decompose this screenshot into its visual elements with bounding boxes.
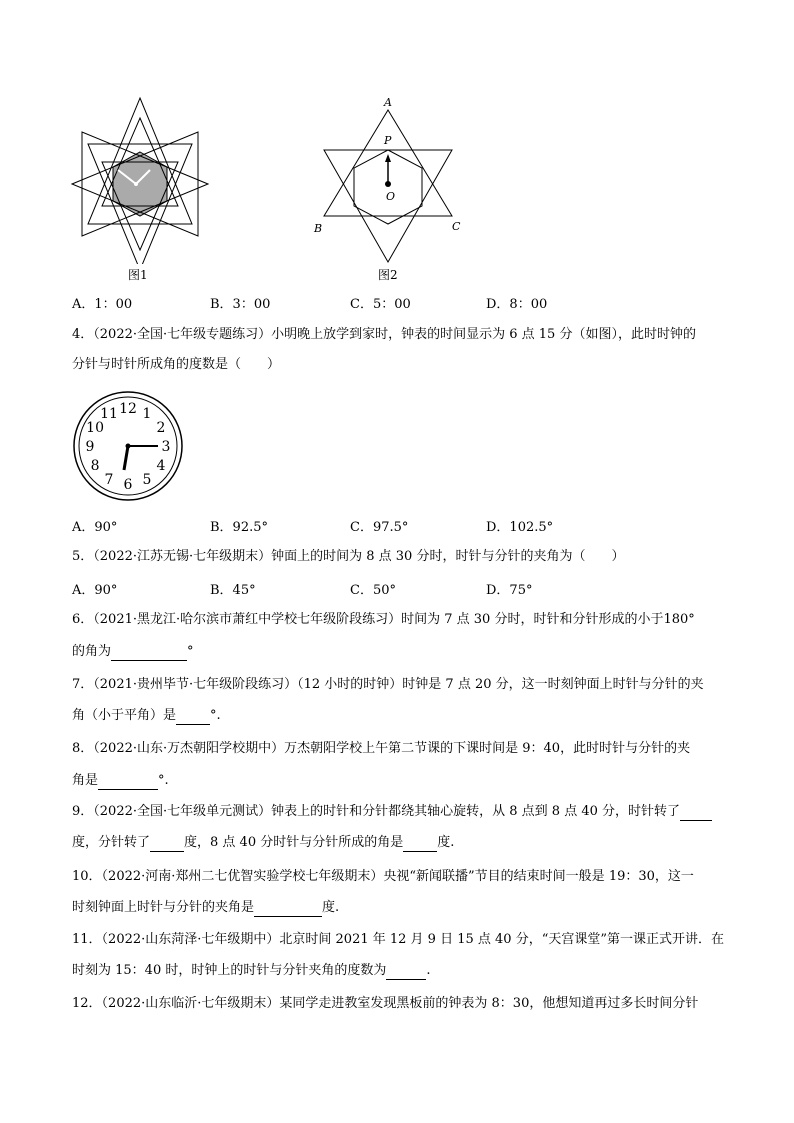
q10-line2: 时刻钟面上时针与分针的夹角是 度. (72, 900, 340, 915)
q9-line2: 度，分针转了 度，8 点 40 分时针与分针所成的角是 度. (72, 835, 455, 850)
q3-option-a: A．1：00 (72, 297, 133, 312)
clock-number: 5 (142, 471, 152, 488)
clock-number: 12 (119, 401, 137, 417)
clock-number: 9 (85, 439, 95, 455)
figure-2-star-hexagon (310, 96, 470, 266)
q6-line2: 的角为 ° (72, 644, 194, 659)
q9-blank-3[interactable] (403, 837, 437, 852)
q5-option-d: D．75° (486, 583, 533, 598)
q11-line1: 11．（2022·山东菏泽·七年级期中）北京时间 2021 年 12 月 9 日 15 点 40 分，“天宫课堂”第一课正式开讲．在 (72, 932, 724, 947)
label-c: C (452, 220, 461, 233)
q4-line1: 4．（2022·全国·七年级专题练习）小明晚上放学到家时，钟表的时间显示为 6 点 15 分（如图），此时时钟的 (72, 327, 696, 342)
q9-line1: 9．（2022·全国·七年级单元测试）钟表上的时针和分针都绕其轴心旋转，从 8 点到 8 点 40 分，时针转了 (72, 803, 712, 821)
q3-option-c: C．5：00 (350, 297, 411, 312)
clock-number: 3 (161, 439, 171, 455)
q3-option-d: D．8：00 (486, 297, 548, 312)
q5-options (72, 579, 732, 599)
q6-line1: 6．（2021·黑龙江·哈尔滨市萧红中学校七年级阶段练习）时间为 7 点 30 分时，时针和分针形成的小于180° (72, 612, 695, 627)
clock-number: 6 (123, 477, 133, 493)
q7-line2: 角（小于平角）是 °. (72, 708, 221, 723)
q5-option-c: C．50° (350, 583, 396, 598)
q4-option-d: D．102.5° (486, 520, 554, 535)
q4-option-b: B．92.5° (210, 520, 268, 535)
q11-blank[interactable] (386, 965, 426, 980)
clock-number: 4 (156, 458, 166, 474)
q9-blank-2[interactable] (150, 837, 184, 852)
clock-number: 11 (100, 406, 118, 423)
q8-blank[interactable] (98, 775, 158, 790)
q6-blank[interactable] (111, 646, 187, 661)
q4-options (72, 516, 732, 536)
clock-number: 7 (104, 471, 114, 488)
figure-1-star-clock (70, 96, 210, 264)
q11-line2: 时刻为 15：40 时，时钟上的时针与分针夹角的度数为 . (72, 963, 431, 978)
label-b: B (314, 222, 323, 235)
q4-option-a: A．90° (72, 520, 118, 535)
clock-number: 2 (156, 420, 166, 436)
q5-line1: 5．（2022·江苏无锡·七年级期末）钟面上的时间为 8 点 30 分时，时针与分针的夹角为（ ） (72, 549, 625, 564)
q8-line2: 角是 °. (72, 773, 169, 788)
label-o: O (386, 190, 396, 203)
label-p: P (384, 134, 392, 147)
clock-number: 1 (142, 406, 152, 423)
q10-line1: 10．（2022·河南·郑州二七优智实验学校七年级期末）央视“新闻联播”节目的结束时间一般是 19：30，这一 (72, 869, 694, 884)
q5-option-b: B．45° (210, 583, 256, 598)
q10-blank[interactable] (254, 902, 322, 917)
q7-line1: 7．（2021·贵州毕节·七年级阶段练习）（12 小时的时钟）时钟是 7 点 20 分，这一时刻钟面上时针与分针的夹 (72, 677, 704, 692)
q7-blank[interactable] (176, 710, 210, 725)
q9-blank-1[interactable] (680, 806, 712, 821)
figure-1-caption: 图1 (128, 268, 148, 282)
q8-line1: 8．（2022·山东·万杰朝阳学校期中）万杰朝阳学校上午第二节课的下课时间是 9：40，此时时针与分针的夹 (72, 741, 691, 756)
q3-options (72, 293, 732, 313)
label-a: A (384, 96, 392, 109)
q12-line1: 12．（2022·山东临沂·七年级期末）某同学走进教室发现黑板前的钟表为 8：30，他想知道再过多长时间分针 (72, 996, 699, 1011)
clock-number: 8 (90, 458, 100, 474)
q4-line2: 分针与时针所成角的度数是（ ） (72, 357, 281, 372)
q5-option-a: A．90° (72, 583, 118, 598)
q3-option-b: B．3：00 (210, 297, 271, 312)
q4-option-c: C．97.5° (350, 520, 409, 535)
figure-2-caption: 图2 (378, 268, 398, 282)
clock-number: 10 (86, 420, 105, 436)
clock-figure (72, 390, 184, 502)
